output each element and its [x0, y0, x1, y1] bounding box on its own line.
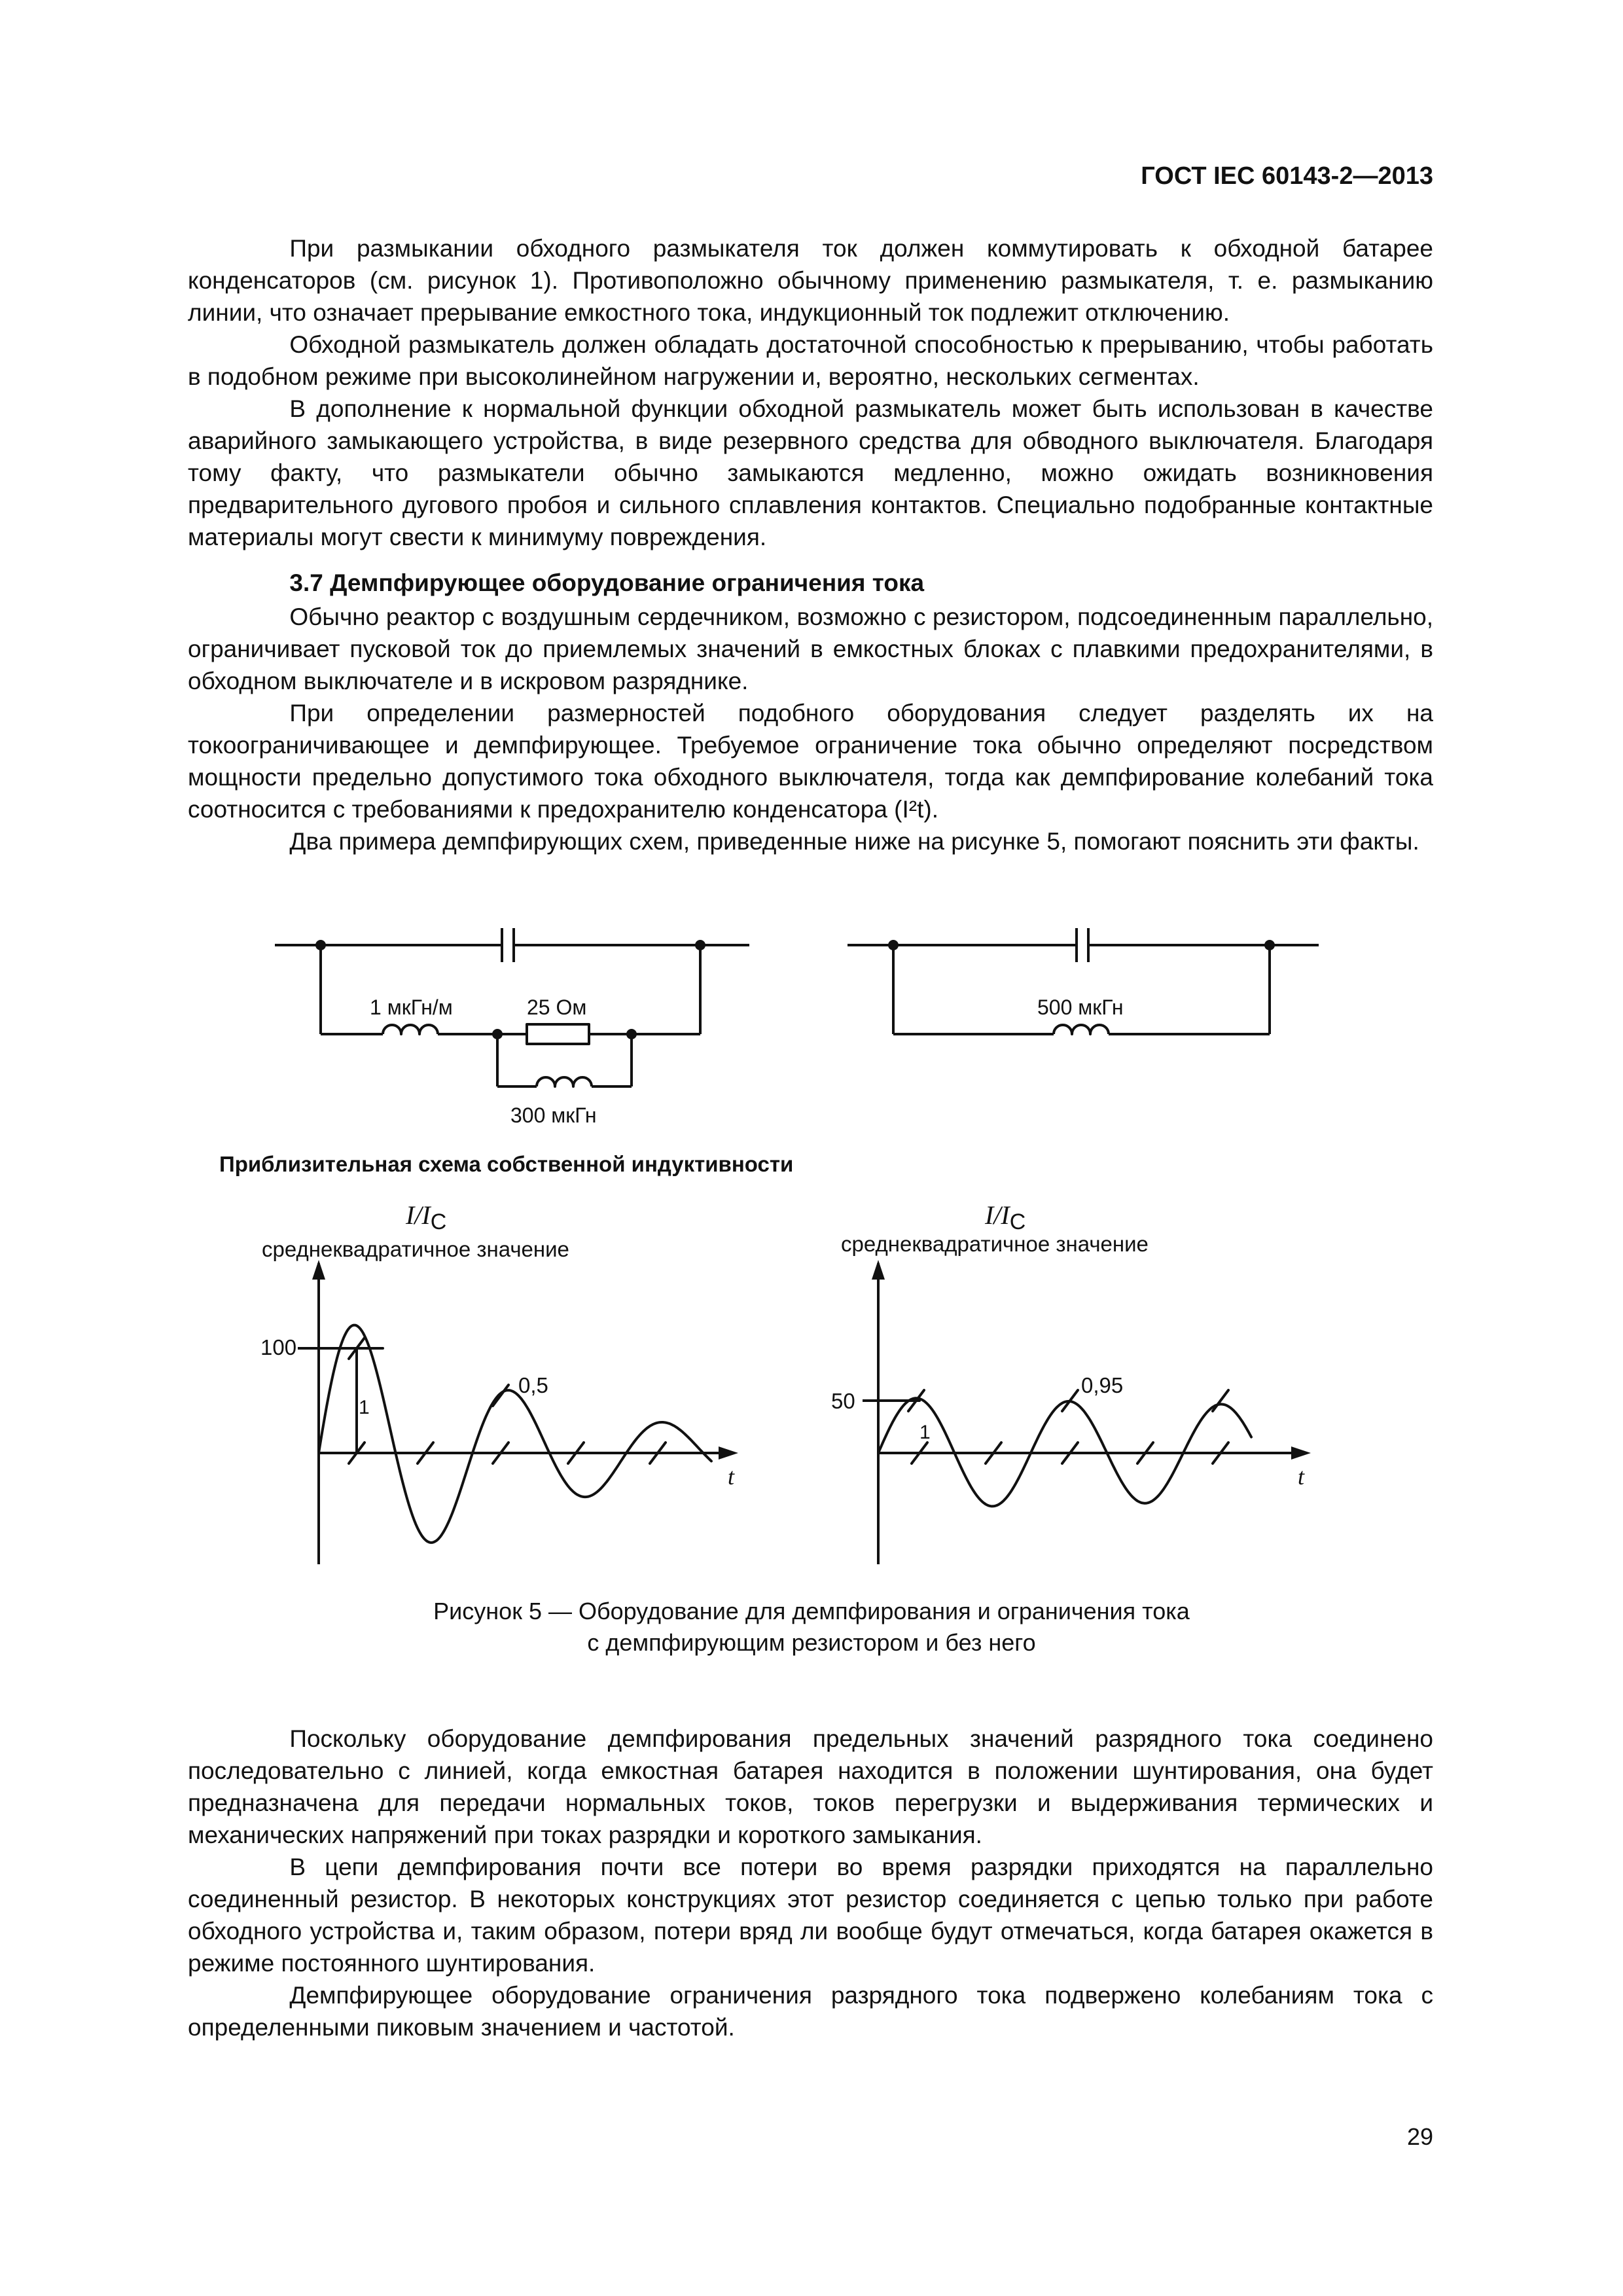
y-axis-symbol: $I/I_C$ — [406, 1200, 447, 1234]
junction-dot — [695, 940, 705, 950]
peak-tick-mark — [1213, 1390, 1228, 1411]
arrow-icon — [1291, 1446, 1311, 1460]
resistor-label: 25 Ом — [527, 996, 587, 1019]
arrow-icon — [312, 1260, 325, 1280]
inductor-icon — [1054, 1025, 1109, 1034]
circuit-left — [275, 928, 749, 1086]
y-axis-symbol: $I/I_C$ — [985, 1200, 1026, 1234]
paragraph: В цепи демпфирования почти все потери во время разрядки приходятся на параллельно соединенный резистор. В некоторых конструкциях этот резистор соединяется с цепью только при работе обходного устройства и, таким образом, потери вряд ли вообще будут отмечаться, когда батарея окажется в режиме постоянного шунтирования. — [188, 1854, 1433, 1977]
cycle-label: 1 — [359, 1397, 370, 1418]
paragraph: При определении размерностей подобного оборудования следует разделять их на токоограничивающее и демпфирующее. Требуемое ограничение тока обычно определяют посредством мощности предельно допустимого тока обходного выключателя, тогда как демпфирование колебаний тока соотносится с требованиями к предохранителю конденсатора (I²t). — [188, 700, 1433, 823]
ratio-label: 0,95 — [1081, 1373, 1124, 1397]
paragraph: В дополнение к нормальной функции обходной размыкатель может быть использован в качестве аварийного замыкающего устройства, в виде резервного средства для обводного выключателя. Благодаря тому факту, что размыкатели обычно замыкаются медленно, можно ожидать возникновения предварительного дугового пробоя и сильного сплавления контактов. Специально подобранные контактные материалы могут свести к минимуму повреждения. — [188, 395, 1433, 550]
inductor-label: 500 мкГн — [1037, 996, 1124, 1019]
cycle-label: 1 — [919, 1422, 931, 1443]
arrow-icon — [719, 1446, 738, 1460]
inductor-icon — [383, 1025, 438, 1034]
document-header: ГОСТ IEC 60143-2—2013 — [1141, 162, 1433, 190]
t-axis-label: t — [728, 1463, 735, 1490]
parallel-inductor-label: 300 мкГн — [510, 1103, 597, 1127]
paragraph: Демпфирующее оборудование ограничения разрядного тока подвержено колебаниям тока с определенными пиковым значением и частотой. — [188, 1982, 1433, 2041]
paragraph: Обычно реактор с воздушным сердечником, возможно с резистором, подсоединенным параллельно, ограничивает пусковой ток до приемлемых значений в емкостных блоках с плавкими предохранителями, в обходном выключателе и в искровом разряднике. — [188, 603, 1433, 694]
paragraph: Обходной размыкатель должен обладать достаточной способностью к прерыванию, чтобы работать в подобном режиме при высоколинейном нагружении и, вероятно, нескольких сегментах. — [188, 331, 1433, 390]
y-axis-text: среднеквадратичное значение — [262, 1237, 569, 1261]
circuit-caption: Приблизительная схема собственной индуктивности — [219, 1152, 794, 1176]
junction-dot — [492, 1029, 503, 1039]
peak-value-label: 50 — [831, 1389, 855, 1413]
junction-dot — [888, 940, 899, 950]
junction-dot — [315, 940, 326, 950]
arrow-icon — [872, 1260, 885, 1280]
resistor-icon — [527, 1024, 589, 1044]
peak-tick-mark — [493, 1385, 508, 1406]
caption-line: Рисунок 5 — Оборудование для демпфирования и ограничения тока — [433, 1598, 1190, 1624]
figure-caption — [288, 1596, 1335, 1659]
page-number: 29 — [1406, 2123, 1433, 2150]
closing-text — [188, 1723, 1433, 2043]
paragraph: Поскольку оборудование демпфирования предельных значений разрядного тока соединено последовательно с линией, когда емкостная батарея находится в положении шунтирования, она будет предназначена для передачи нормальных токов, токов перегрузки и выдерживания термических и механических напряжений при токах разрядки и короткого замыкания. — [188, 1725, 1433, 1848]
paragraph: При размыкании обходного размыкателя ток должен коммутировать к обходной батарее конденсаторов (см. рисунок 1). Противоположно обычному применению размыкателя, т. е. размыканию линии, что означает прерывание емкостного тока, индукционный ток подлежит отключению. — [188, 235, 1433, 326]
caption-line: с демпфирующим резистором и без него — [587, 1629, 1036, 1656]
junction-dot — [1264, 940, 1275, 950]
ratio-label: 0,5 — [518, 1373, 548, 1397]
graph-right-axes — [863, 1263, 1306, 1564]
t-axis-label: t — [1298, 1463, 1305, 1490]
peak-value-label: 100 — [260, 1335, 297, 1359]
y-axis-text: среднеквадратичное значение — [841, 1232, 1149, 1256]
inductor-icon — [537, 1077, 592, 1086]
section-heading: 3.7 Демпфирующее оборудование ограничения тока — [289, 569, 925, 596]
inductor-label: 1 мкГн/м — [370, 996, 453, 1019]
paragraph: Два примера демпфирующих схем, приведенные ниже на рисунке 5, помогают пояснить эти факты. — [289, 828, 1419, 855]
waveform-damped — [319, 1325, 711, 1543]
junction-dot — [626, 1029, 637, 1039]
peak-tick-mark — [1062, 1390, 1078, 1411]
